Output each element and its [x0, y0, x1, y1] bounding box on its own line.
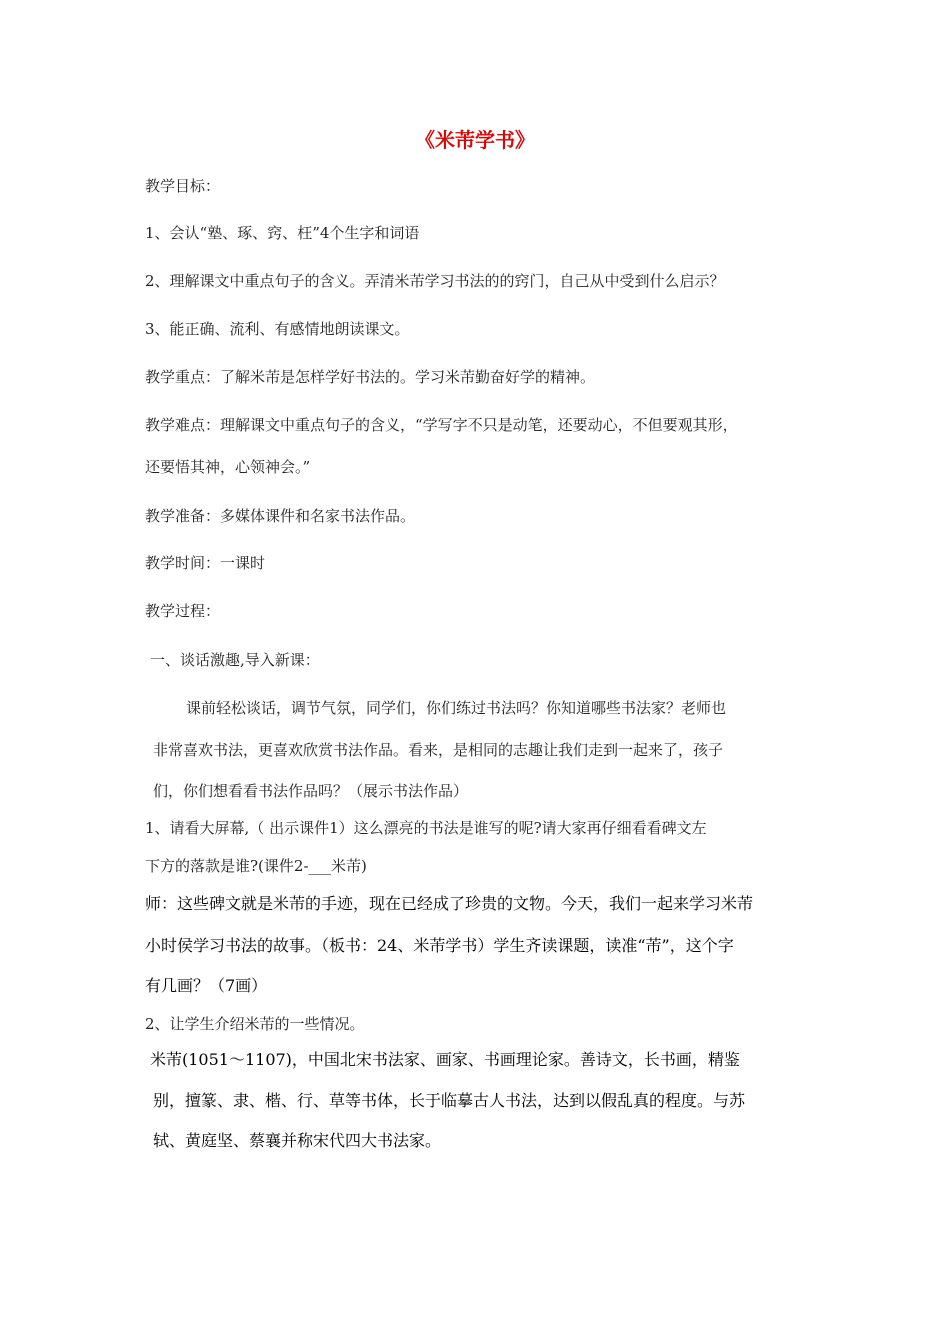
goal-3: 3、能正确、流利、有感情地朗读课文。 [145, 320, 410, 338]
teacher-line-2: 小时侯学习书法的故事。（板书：24、米芾学书）学生齐读课题，读准“芾”，这个字 [145, 936, 734, 955]
goal-header: 教学目标： [145, 177, 221, 195]
difficulty-line-1: 教学难点：理解课文中重点句子的含义，“学写字不只是动笔，还要动心，不但要观其形， [145, 416, 738, 434]
bio-line-3: 轼、黄庭坚、蔡襄并称宋代四大书法家。 [153, 1131, 442, 1150]
goal-1: 1、会认“塾、琢、窍、枉”4个生字和词语 [145, 224, 420, 242]
goal-2: 2、理解课文中重点句子的含义。弄清米芾学习书法的的窍门，自己从中受到什么启示？ [145, 272, 725, 290]
bio-line-1: 米芾(1051～1107)，中国北宋书法家、画家、书画理论家。善诗文，长书画，精鉴 [150, 1050, 740, 1069]
teacher-line-1: 师：这些碑文就是米芾的手迹，现在已经成了珍贵的文物。今天，我们一起来学习米芾 [145, 894, 754, 913]
step-2: 2、让学生介绍米芾的一些情况。 [145, 1015, 365, 1033]
teacher-line-3: 有几画？（7画） [145, 976, 268, 995]
paragraph-1-line-3: 们，你们想看看书法作品吗？（展示书法作品） [153, 782, 469, 800]
teaching-time: 教学时间：一课时 [145, 554, 266, 572]
key-point: 教学重点：了解米芾是怎样学好书法的。学习米芾勤奋好学的精神。 [145, 368, 596, 386]
section-1-heading: 一、谈话激趣,导入新课： [150, 651, 320, 669]
document-title: 《米芾学书》 [415, 128, 535, 152]
difficulty-line-2: 还要悟其神，心领神会。” [145, 458, 311, 476]
step-1-line-2: 下方的落款是谁?(课件2-___米芾) [145, 857, 367, 875]
paragraph-1-line-1: 课前轻松谈话，调节气氛，同学们，你们练过书法吗？你知道哪些书法家？老师也 [186, 699, 727, 717]
preparation: 教学准备：多媒体课件和名家书法作品。 [145, 507, 416, 525]
step-1-line-1: 1、请看大屏幕,（ 出示课件1）这么漂亮的书法是谁写的呢?请大家再仔细看看碑文左 [145, 819, 707, 837]
process-header: 教学过程： [145, 602, 221, 620]
paragraph-1-line-2: 非常喜欢书法，更喜欢欣赏书法作品。看来，是相同的志趣让我们走到一起来了，孩子 [153, 741, 724, 759]
bio-line-2: 别，擅篆、隶、楷、行、草等书体，长于临摹古人书法，达到以假乱真的程度。与苏 [153, 1091, 746, 1110]
